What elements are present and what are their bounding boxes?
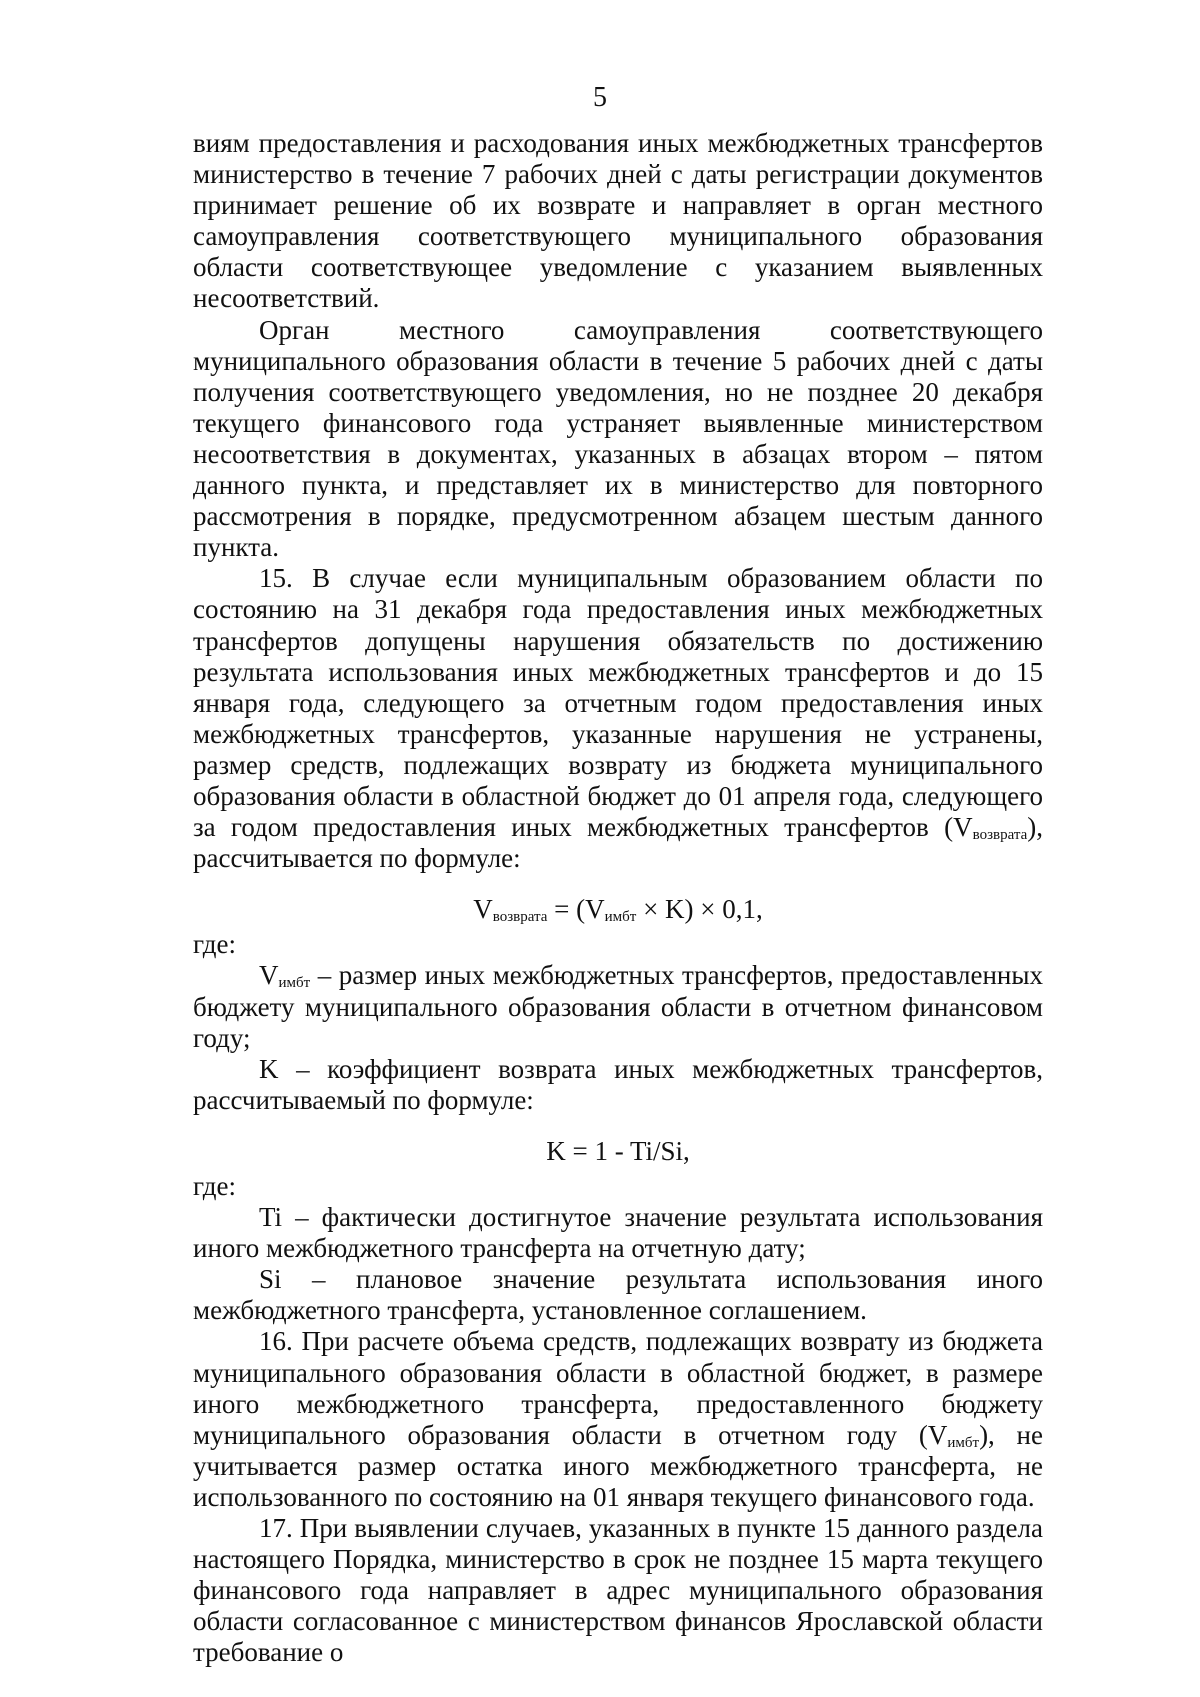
paragraph-15-subscript: возврата [972, 827, 1028, 844]
definition-v-imbt [193, 960, 1043, 1053]
definition-v-sub: имбт [278, 975, 311, 992]
page-number: 5 [593, 82, 607, 113]
formula-end: × K) × 0,1, [636, 894, 763, 925]
definition-v: V [259, 960, 279, 991]
paragraph-15-tail: ), рассчитывается по формуле: [193, 812, 1043, 874]
definition-si: Si – плановое значение результата использования иного межбюджетного трансферта, установленное соглашением. [193, 1264, 1043, 1326]
formula-k: K = 1 - Ti/Si, [546, 1135, 690, 1166]
paragraph-15 [193, 563, 1043, 874]
paragraph-17: 17. При выявлении случаев, указанных в пункте 15 данного раздела настоящего Порядка, министерство в срок не позднее 15 марта текущего финансового года направляет в адрес муниципального образования области согласованное с министерством финансов Ярославской области требование о [193, 1513, 1043, 1668]
paragraph-local-government: Орган местного самоуправления соответствующего муниципального образования области в течение 5 рабочих дней с даты получения соответствующего уведомления, но не позднее 20 декабря текущего финансового года устраняет выявленные министерством несоответствия в документах, указанных в абзацах втором – пятом данного пункта, и представляет их в министерство для повторного рассмотрения в порядке, предусмотренном абзацем шестым данного пункта. [193, 314, 1043, 563]
paragraph-16-subscript: имбт [947, 1434, 980, 1451]
formula-mid: = (V [547, 894, 605, 925]
definition-v-text: – размер иных межбюджетных трансфертов, предоставленных бюджету муниципального образования области в отчетном финансовом году; [193, 960, 1043, 1053]
document-body [193, 128, 1043, 1669]
formula-sub-return: возврата [492, 909, 548, 926]
formula-sub-imbt: имбт [604, 909, 637, 926]
paragraph-16 [193, 1326, 1043, 1513]
formula-return-volume [193, 894, 1043, 925]
paragraph-continuation: виям предоставления и расходования иных межбюджетных трансфертов министерство в течение 7 рабочих дней с даты регистрации документов принимает решение об их возврате и направляет в орган местного самоуправления соответствующего муниципального образования области соответствующее уведомление с указанием выявленных несоответствий. [193, 128, 1043, 314]
formula-v: V [473, 894, 493, 925]
paragraph-16-text: 16. При расчете объема средств, подлежащих возврату из бюджета муниципального образования области в областной бюджет, в размере иного межбюджетного трансферта, предоставленного бюджету муниципального образования области в отчетном году (V [193, 1326, 1043, 1450]
definition-ti: Ti – фактически достигнутое значение результата использования иного межбюджетного трансферта на отчетную дату; [193, 1202, 1043, 1264]
paragraph-16-tail: ), не учитывается размер остатка иного межбюджетного трансферта, не использованного по состоянию на 01 января текущего финансового года. [193, 1419, 1043, 1512]
definition-k: K – коэффициент возврата иных межбюджетных трансфертов, рассчитываемый по формуле: [193, 1053, 1043, 1115]
where-label: где: [193, 929, 236, 960]
where-label-2: где: [193, 1171, 236, 1201]
paragraph-15-text: 15. В случае если муниципальным образованием области по состоянию на 31 декабря года предоставления иных межбюджетных трансфертов допущены нарушения обязательств по достижению результата использования иных межбюджетных трансфертов и до 15 января года, следующего за отчетным годом предоставления иных межбюджетных трансфертов, указанные нарушения не устранены, размер средств, подлежащих возврату из бюджета муниципального образования области в областной бюджет до 01 апреля года, следующего за годом предоставления иных межбюджетных трансфертов (V [193, 563, 1043, 843]
